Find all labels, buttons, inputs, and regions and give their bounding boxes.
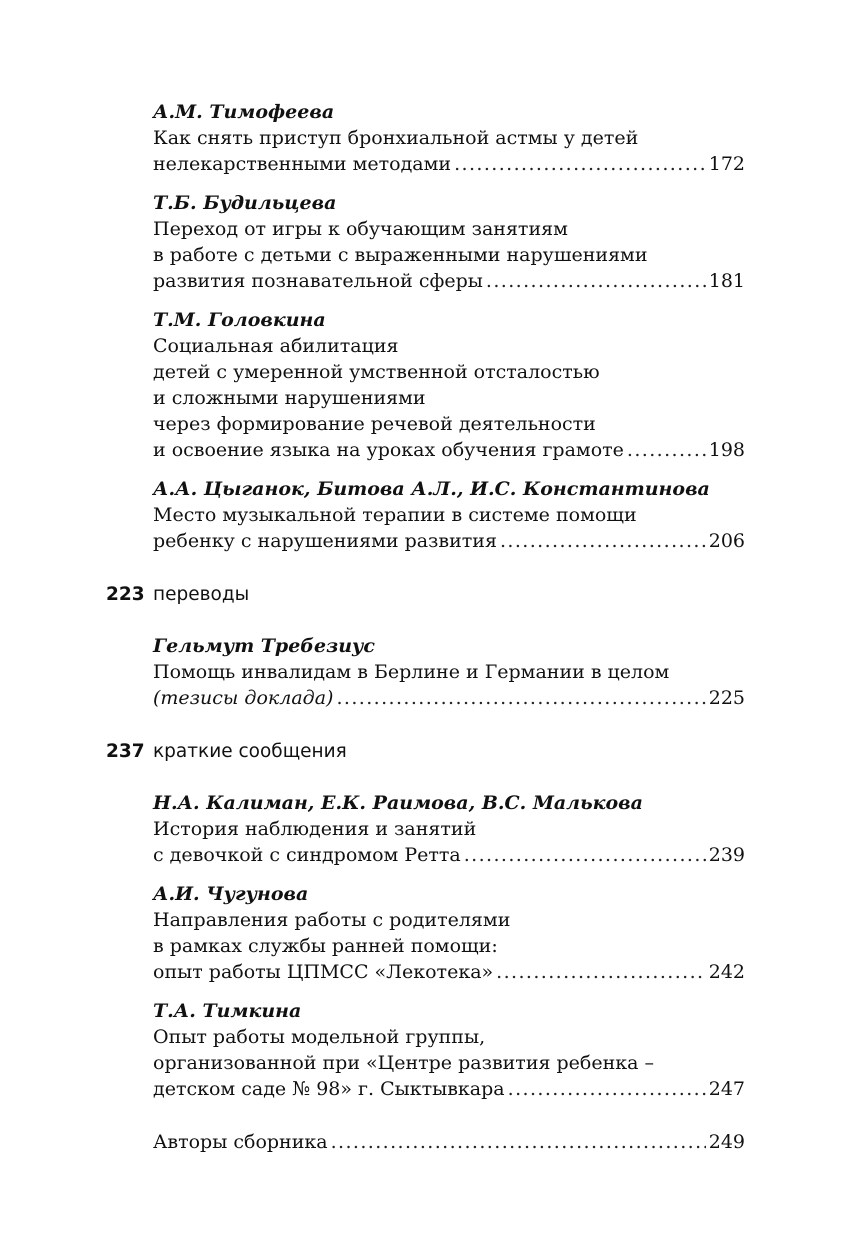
entry-title-line: детском саде № 98» г. Сыктывкара xyxy=(153,1078,505,1100)
entry-title-line: организованной при «Центре развития ребенка – xyxy=(153,1052,655,1074)
toc-entry[interactable] xyxy=(153,476,745,554)
dot-leader xyxy=(496,959,706,985)
section-title: переводы xyxy=(153,584,250,605)
page-number: 172 xyxy=(708,153,745,175)
entry-author: Гельмут Требезиус xyxy=(153,635,375,657)
entry-author: А.А. Цыганок, Битова А.Л., И.С. Константинова xyxy=(153,478,710,500)
spacer xyxy=(153,1115,745,1129)
dot-leader xyxy=(331,1129,706,1155)
entry-author: А.М. Тимофеева xyxy=(153,101,335,123)
entry-last-line xyxy=(153,842,745,868)
entry-last-line xyxy=(153,685,745,711)
entry-author: Т.Б. Будильцева xyxy=(153,192,337,214)
toc-entry-authors[interactable] xyxy=(153,1129,745,1155)
entry-title-line: опыт работы ЦПМСС «Лекотека» xyxy=(153,961,494,983)
entry-title-line: и сложными нарушениями xyxy=(153,387,426,409)
entry-title-line: Опыт работы модельной группы, xyxy=(153,1026,486,1048)
entry-title-line: ребенку с нарушениями развития xyxy=(153,530,497,552)
entry-author: А.И. Чугунова xyxy=(153,883,309,905)
entry-author: Н.А. Калиман, Е.К. Раимова, В.С. Малькова xyxy=(153,792,643,814)
entry-last-line xyxy=(153,1076,745,1102)
dot-leader xyxy=(486,268,706,294)
entry-title-line: Направления работы с родителями xyxy=(153,909,511,931)
section-page-number: 237 xyxy=(106,741,145,762)
entry-title-line: с девочкой с синдромом Ретта xyxy=(153,844,461,866)
entry-last-line xyxy=(153,437,745,463)
entry-title-line: (тезисы доклада) xyxy=(153,687,334,709)
toc-entry[interactable] xyxy=(153,790,745,868)
section-heading-short-reports[interactable] xyxy=(106,739,745,765)
entry-last-line xyxy=(153,528,745,554)
entry-last-line xyxy=(153,268,745,294)
page-number: 225 xyxy=(708,687,745,709)
toc-entry[interactable] xyxy=(153,99,745,177)
dot-leader xyxy=(454,151,706,177)
entry-title-line: в работе с детьми с выраженными нарушениями xyxy=(153,244,648,266)
dot-leader xyxy=(508,1076,706,1102)
page-number: 206 xyxy=(708,530,745,552)
entry-title-line: Как снять приступ бронхиальной астмы у детей xyxy=(153,127,639,149)
dot-leader xyxy=(464,842,706,868)
toc-entry[interactable] xyxy=(153,633,745,711)
entry-title-line: Социальная абилитация xyxy=(153,335,399,357)
entry-title-line: Место музыкальной терапии в системе помощи xyxy=(153,504,637,526)
section-heading-translations[interactable] xyxy=(106,582,745,608)
entry-last-line xyxy=(153,959,745,985)
table-of-contents xyxy=(106,99,745,1155)
page-number: 198 xyxy=(708,439,745,461)
toc-entry[interactable] xyxy=(153,881,745,985)
dot-leader xyxy=(500,528,706,554)
section-page-number: 223 xyxy=(106,584,145,605)
entry-title-line: через формирование речевой деятельности xyxy=(153,413,596,435)
entry-title-line: нелекарственными методами xyxy=(153,153,452,175)
entry-title-line: развития познавательной сферы xyxy=(153,270,483,292)
entry-title-line: и освоение языка на уроках обучения грамоте xyxy=(153,439,624,461)
entry-last-line xyxy=(153,151,745,177)
entry-author: Т.А. Тимкина xyxy=(153,1000,302,1022)
dot-leader xyxy=(336,685,705,711)
entry-title-line: Авторы сборника xyxy=(153,1131,328,1153)
page-number: 249 xyxy=(708,1131,745,1153)
toc-entry[interactable] xyxy=(153,307,745,463)
page-number: 181 xyxy=(708,270,745,292)
section-title: краткие сообщения xyxy=(153,741,347,762)
page-number: 242 xyxy=(708,961,745,983)
page-number: 247 xyxy=(708,1078,745,1100)
toc-entry[interactable] xyxy=(153,998,745,1102)
entry-title-line: Помощь инвалидам в Берлине и Германии в целом xyxy=(153,661,670,683)
dot-leader xyxy=(627,437,706,463)
entry-title-line: в рамках службы ранней помощи: xyxy=(153,935,498,957)
toc-entry[interactable] xyxy=(153,190,745,294)
page-number: 239 xyxy=(708,844,745,866)
entry-title-line: детей с умеренной умственной отсталостью xyxy=(153,361,600,383)
entry-author: Т.М. Головкина xyxy=(153,309,326,331)
entry-title-line: История наблюдения и занятий xyxy=(153,818,477,840)
entry-title-line: Переход от игры к обучающим занятиям xyxy=(153,218,568,240)
